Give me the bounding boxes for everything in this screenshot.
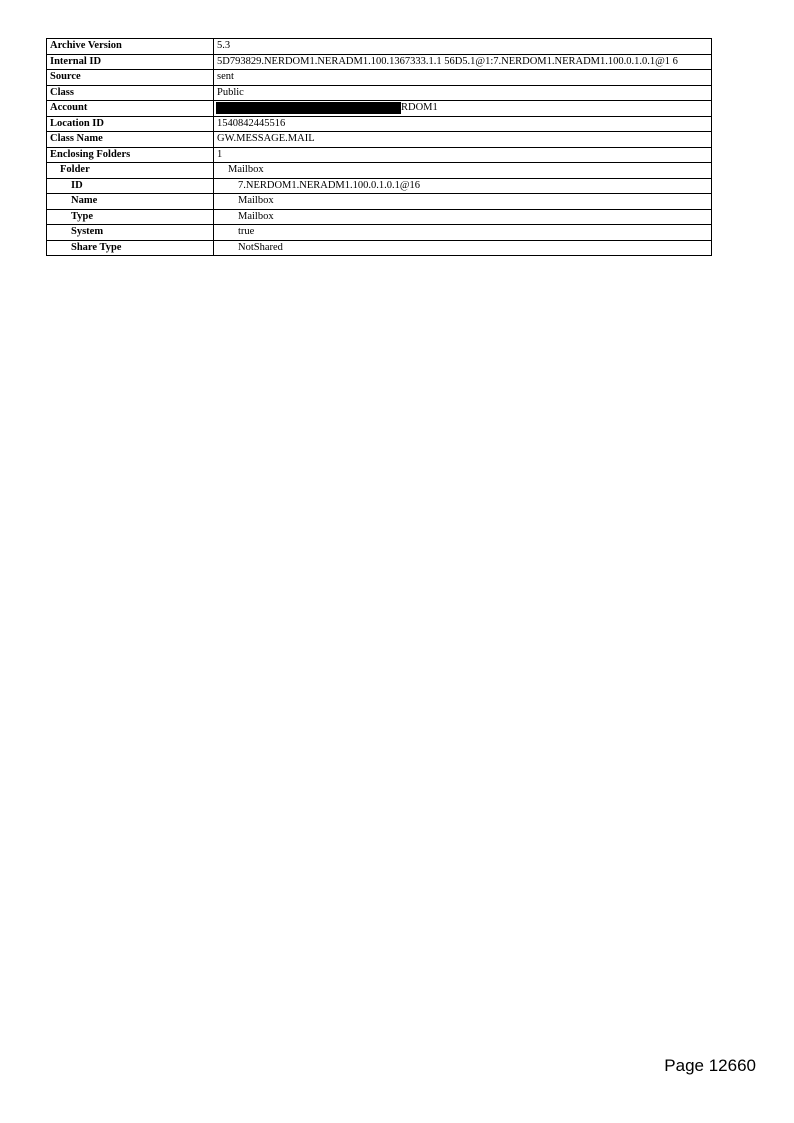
table-row — [47, 240, 712, 256]
table-row — [47, 209, 712, 225]
row-value: Mailbox — [214, 163, 712, 179]
row-value: 5.3 — [214, 39, 712, 55]
row-value: Mailbox — [214, 194, 712, 210]
row-label: Enclosing Folders — [47, 147, 214, 163]
row-value: 5D793829.NERDOM1.NERADM1.100.1367333.1.1 56D5.1@1:7.NERDOM1.NERADM1.100.0.1.0.1@1 6 — [214, 54, 712, 70]
row-value: 7.NERDOM1.NERADM1.100.0.1.0.1@16 — [214, 178, 712, 194]
row-value-redacted — [214, 101, 712, 117]
table-row — [47, 178, 712, 194]
row-value: GW.MESSAGE.MAIL — [214, 132, 712, 148]
row-label: Source — [47, 70, 214, 86]
row-value: true — [214, 225, 712, 241]
row-label: ID — [47, 178, 214, 194]
row-label: Share Type — [47, 240, 214, 256]
redaction-block — [216, 102, 401, 114]
row-label: System — [47, 225, 214, 241]
table-row — [47, 194, 712, 210]
row-label: Class — [47, 85, 214, 101]
row-label: Archive Version — [47, 39, 214, 55]
row-value: 1540842445516 — [214, 116, 712, 132]
table-row — [47, 163, 712, 179]
metadata-table — [46, 38, 712, 256]
row-label: Folder — [47, 163, 214, 179]
table-row — [47, 70, 712, 86]
table-row — [47, 85, 712, 101]
table-row — [47, 147, 712, 163]
row-value: 1 — [214, 147, 712, 163]
row-label: Name — [47, 194, 214, 210]
table-row — [47, 101, 712, 117]
table-row — [47, 132, 712, 148]
table-row — [47, 54, 712, 70]
row-label: Class Name — [47, 132, 214, 148]
page-number: Page 12660 — [664, 1056, 756, 1075]
row-label: Type — [47, 209, 214, 225]
table-row — [47, 225, 712, 241]
row-value: Mailbox — [214, 209, 712, 225]
row-label: Location ID — [47, 116, 214, 132]
table-row — [47, 116, 712, 132]
row-value: Public — [214, 85, 712, 101]
table-row — [47, 39, 712, 55]
row-value: NotShared — [214, 240, 712, 256]
row-label: Internal ID — [47, 54, 214, 70]
row-value: sent — [214, 70, 712, 86]
account-value: RDOM1 — [401, 102, 438, 114]
row-label: Account — [47, 101, 214, 117]
